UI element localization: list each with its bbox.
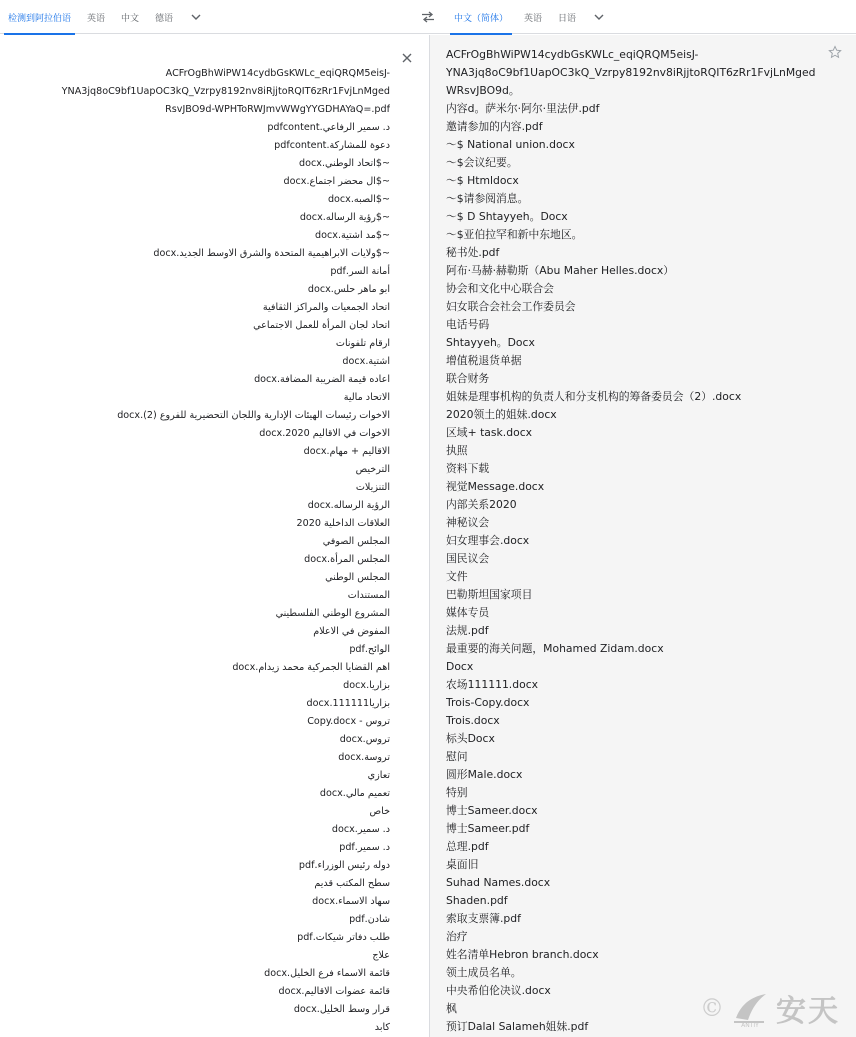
translation-line: 联合财务 (446, 372, 490, 385)
translation-line: Trois.docx (446, 714, 500, 727)
translation-line: 特别 (446, 786, 468, 799)
translation-line: 妇女联合会社会工作委员会 (446, 300, 576, 313)
source-language-tabs (0, 0, 414, 34)
source-line: الاقاليم + مهام.docx (303, 446, 390, 457)
translation-line: Trois-Copy.docx (446, 696, 530, 709)
swap-languages-icon (421, 11, 435, 23)
tab-source-english[interactable]: 英语 (87, 13, 106, 24)
translation-line: 文件 (446, 570, 468, 583)
source-line: المجلس المرأة.docx (304, 554, 390, 565)
source-language-menu-button[interactable] (181, 0, 211, 34)
translation-line: 预订Dalal Salameh姐妹.pdf (446, 1020, 589, 1033)
translation-line: 巴勒斯坦国家项目 (446, 588, 533, 601)
translation-line: Suhad Names.docx (446, 876, 551, 889)
chevron-down-icon (594, 14, 604, 20)
source-line: أمانة السر.pdf (330, 266, 390, 277)
source-line: ~$ولايات الابراهيمية المتحدة والشرق الاوسط الجديد.docx (153, 248, 390, 259)
source-line: تعازي (367, 770, 390, 781)
source-line: قائمة عضوات الاقاليم.docx (278, 986, 390, 997)
tab-target-chinese-simplified[interactable]: 中文（简体） (446, 0, 516, 34)
source-line: YNA3jq8oC9bf1UapOC3kQ_Vzrpy8192nv8iRjjtoRQIT6zRr1FvjLnMged (61, 86, 390, 97)
source-line: المفوض في الاعلام (313, 626, 390, 637)
translation-line: 内容d。萨米尔·阿尔·里法伊.pdf (446, 102, 600, 115)
source-line: بزاريا.docx (343, 680, 390, 691)
translation-line: 〜$请参阅消息。 (446, 192, 529, 205)
antiy-logo (730, 988, 770, 1029)
tab-source-german[interactable]: 德语 (155, 13, 174, 24)
translation-line: 法规.pdf (446, 624, 489, 637)
translation-line: 农场111111.docx (446, 678, 539, 691)
source-line: د. سمير الرفاعي.pdfcontent (267, 122, 390, 133)
source-line: اشتية.docx (342, 356, 390, 367)
source-line: طلب دفاتر شيكات.pdf (297, 932, 390, 943)
source-line: تروس.docx (339, 734, 390, 745)
translation-line: 资料下载 (446, 462, 490, 475)
translation-line: 阿布·马赫·赫勒斯（Abu Maher Helles.docx） (446, 264, 675, 277)
translation-text (446, 46, 836, 1036)
source-line: سهاد الاسماء.docx (312, 896, 390, 907)
source-line: سطح المكتب قديم (314, 878, 390, 889)
source-text[interactable] (10, 65, 390, 1037)
translation-line: 〜$ Htmldocx (446, 174, 519, 187)
source-line: المجلس الصوفي (322, 536, 390, 547)
translation-line: 国民议会 (446, 552, 490, 565)
translation-line: YNA3jq8oC9bf1UapOC3kQ_Vzrpy8192nv8iRjjtoRQIT6zRr1FvjLnMged (446, 66, 816, 79)
language-bar (0, 0, 856, 34)
translation-line: 〜$会议纪要。 (446, 156, 518, 169)
source-line: علاج (372, 950, 390, 961)
translation-line: 标头Docx (446, 732, 495, 745)
translation-line: 执照 (446, 444, 468, 457)
source-line: المستندات (347, 590, 390, 601)
close-icon (402, 53, 412, 63)
source-line: اهم القضايا الجمركية محمد زيدام.docx (232, 662, 390, 673)
source-line: ~$الصبه.docx (327, 194, 390, 205)
source-line: الاخوات رئيسات الهيئات الإدارية واللجان التحضيرية للفروع (2).docx (117, 410, 390, 421)
source-line: دوله رئيس الوزراء.pdf (298, 860, 390, 871)
target-language-tabs (446, 0, 856, 34)
translation-line: 〜$ D Shtayyeh。Docx (446, 210, 568, 223)
translation-line: 电话号码 (446, 318, 490, 331)
source-line: قرار وسط الخليل.docx (293, 1004, 390, 1015)
translation-line: 索取支票簿.pdf (446, 912, 521, 925)
translation-line: 姓名清单Hebron branch.docx (446, 948, 599, 961)
source-line: تروس - Copy.docx (307, 716, 390, 727)
source-line: التنزيلات (355, 482, 390, 493)
source-line: اتحاد الجمعيات والمراكز الثقافية (262, 302, 390, 313)
source-line: د. سمير.pdf (339, 842, 390, 853)
target-language-menu-button[interactable] (584, 0, 614, 34)
antiy-name: 安天 (776, 994, 840, 1029)
source-line: اتحاد لجان المرأة للعمل الاجتماعي (253, 320, 390, 331)
source-text-pane[interactable] (0, 35, 429, 1037)
translation-line: 桌面旧 (446, 858, 479, 871)
translation-line: Docx (446, 660, 474, 673)
translation-line: 治疗 (446, 930, 468, 943)
translation-line: 总理.pdf (446, 840, 489, 853)
source-line: قائمة الاسماء فرع الخليل.docx (264, 968, 390, 979)
translation-line: 最重要的海关问题，Mohamed Zidam.docx (446, 642, 664, 655)
source-line: دعوة للمشاركة.pdfcontent (274, 140, 390, 151)
chevron-down-icon (191, 14, 201, 20)
translation-line: 区域+ task.docx (446, 426, 533, 439)
antiy-logo-sub: ANTIY (741, 1021, 759, 1029)
source-line: خاص (369, 806, 390, 817)
translation-line: 邀请参加的内容.pdf (446, 120, 543, 133)
clear-source-button[interactable] (398, 49, 416, 67)
source-line: الاخوات في الاقاليم 2020.docx (259, 428, 390, 439)
source-line: الوائح.pdf (349, 644, 390, 655)
source-line: RsvJBO9d-WPHToRWJmvWWgYYGDHAYaQ=.pdf (165, 104, 390, 115)
translation-line: 枫 (446, 1002, 457, 1015)
translation-line: 秘书处.pdf (446, 246, 500, 259)
source-line: تروسة.docx (338, 752, 390, 763)
translation-line: 内部关系2020 (446, 498, 517, 511)
source-line: بزاريا111111.docx (306, 698, 390, 709)
swap-languages-button[interactable] (418, 8, 438, 26)
translation-line: WRsvJBO9d。 (446, 84, 520, 97)
source-line: ~$اتحاد الوطني.docx (299, 158, 390, 169)
translation-pane (429, 35, 856, 1037)
source-line: المجلس الوطني (325, 572, 390, 583)
translation-line: 博士Sameer.docx (446, 804, 538, 817)
translation-line: 2020领土的姐妹.docx (446, 408, 557, 421)
translation-line: 〜$亚伯拉罕和新中东地区。 (446, 228, 583, 241)
source-line: اعاده قيمة الضريبة المضافة.docx (254, 374, 390, 385)
source-line: ارقام تلفونات (335, 338, 390, 349)
translation-line: 妇女理事会.docx (446, 534, 530, 547)
source-line: شادن.pdf (349, 914, 390, 925)
antiy-watermark (700, 986, 850, 1030)
translation-line: 慰问 (446, 750, 468, 763)
source-line: ACFrOgBhWiPW14cydbGsKWLc_eqiQRQM5eisJ- (165, 68, 390, 79)
translation-line: 圆形Male.docx (446, 768, 523, 781)
translation-line: Shaden.pdf (446, 894, 508, 907)
translation-line: 博士Sameer.pdf (446, 822, 530, 835)
tab-target-japanese[interactable]: 日语 (558, 13, 577, 24)
translation-line: 神秘议会 (446, 516, 490, 529)
translation-line: 中央希伯伦决议.docx (446, 984, 551, 997)
translation-line: 媒体专员 (446, 606, 490, 619)
source-line: ~$ال محضر اجتماع.docx (283, 176, 390, 187)
tab-target-english[interactable]: 英语 (524, 13, 543, 24)
translation-line: 协会和文化中心联合会 (446, 282, 554, 295)
translation-line: ACFrOgBhWiPW14cydbGsKWLc_eqiQRQM5eisJ- (446, 48, 699, 61)
source-line: الرؤية الرساله.docx (307, 500, 390, 511)
translation-line: 视觉Message.docx (446, 480, 545, 493)
source-line: كابد (374, 1022, 390, 1033)
translation-line: Shtayyeh。Docx (446, 336, 535, 349)
source-line: تعميم مالي.docx (319, 788, 390, 799)
tab-detected-language[interactable]: 检测到阿拉伯语 (0, 0, 79, 34)
source-line: الاتحاد مالية (343, 392, 390, 403)
translation-line: 增值税退货单据 (446, 354, 522, 367)
source-line: المشروع الوطني الفلسطيني (275, 608, 390, 619)
source-line: ~$مد اشتية.docx (315, 230, 390, 241)
source-line: ابو ماهر حلس.docx (307, 284, 390, 295)
tab-source-chinese[interactable]: 中文 (121, 13, 140, 24)
copyright-symbol: © (700, 994, 724, 1022)
source-line: العلاقات الداخلية 2020 (296, 518, 390, 529)
source-line: الترخيص (355, 464, 390, 475)
translation-line: 姐妹是理事机构的负责人和分支机构的筹备委员会（2）.docx (446, 390, 742, 403)
source-line: د. سمير.docx (331, 824, 390, 835)
translation-line: 〜$ National union.docx (446, 138, 575, 151)
source-line: ~$رؤية الرساله.docx (299, 212, 390, 223)
translation-line: 领土成员名单。 (446, 966, 522, 979)
